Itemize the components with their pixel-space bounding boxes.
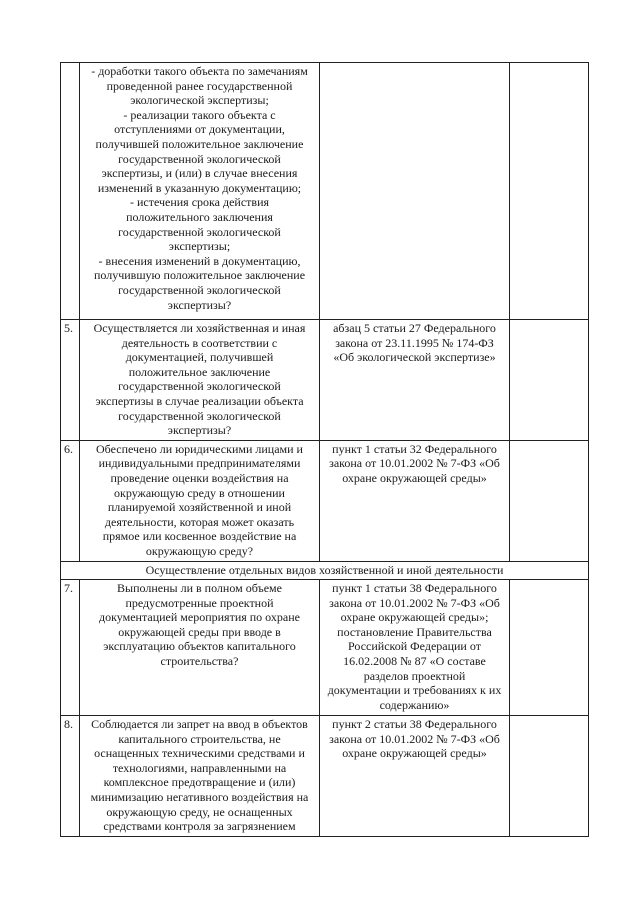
text-line: - реализации такого объекта с — [123, 107, 276, 122]
checklist-table — [60, 62, 589, 837]
text-line: положительного заключения — [126, 209, 273, 224]
table-row — [61, 716, 589, 837]
row-number — [61, 63, 80, 320]
text-line: минимизацию негативного воздействия на — [90, 790, 309, 805]
answer-cell — [510, 63, 589, 320]
text-line: экспертизы? — [167, 423, 232, 438]
text-line: пункт 1 статьи 38 Федерального — [332, 581, 497, 596]
text-line: проведенной ранее государственной — [106, 78, 293, 93]
text-line: оснащенных техническими средствами и — [94, 746, 305, 761]
text-line: предусмотренные проектной — [125, 595, 274, 610]
section-row — [61, 561, 589, 580]
question-cell — [80, 63, 320, 320]
text-line: окружающую среду в отношении — [114, 485, 285, 500]
table-row — [61, 320, 589, 441]
text-line: окружающую среду? — [145, 543, 254, 558]
reference-cell — [320, 580, 510, 716]
table-row — [61, 580, 589, 716]
text-line: экспертизы? — [167, 297, 232, 312]
text-line: государственной экологической — [118, 151, 281, 166]
text-line: закона от 10.01.2002 № 7-ФЗ «Об — [329, 456, 500, 471]
text-line: - доработки такого объекта по замечаниям — [91, 64, 308, 78]
text-line: документацией мероприятия по охране — [99, 610, 300, 625]
text-line: окружающую среду, не оснащенных — [106, 804, 293, 819]
answer-cell — [510, 440, 589, 561]
text-line: постановление Правительства — [337, 624, 492, 639]
question-cell — [80, 716, 320, 837]
text-line: Осуществляется ли хозяйственная и иная — [93, 321, 306, 335]
text-line: экологической экспертизы; — [130, 93, 269, 108]
question-cell — [80, 320, 320, 441]
text-line: документацией, получившей — [125, 350, 274, 365]
text-line: деятельность в соответствии с — [121, 335, 278, 350]
text-line: государственной экологической — [118, 282, 281, 297]
text-line: положительное заключение — [128, 364, 271, 379]
answer-cell — [510, 580, 589, 716]
row-number: 6. — [61, 440, 80, 561]
reference-cell — [320, 63, 510, 320]
text-line: получившую положительное заключение — [93, 268, 306, 283]
text-line: государственной экологической — [118, 408, 281, 423]
text-line: Выполнены ли в полном объеме — [117, 581, 282, 596]
text-line: прямое или косвенное воздействие на — [102, 529, 297, 544]
text-line: Соблюдается ли запрет на ввод в объектов — [91, 717, 308, 732]
text-line: закона от 10.01.2002 № 7-ФЗ «Об — [329, 595, 500, 610]
text-line: - внесения изменений в документацию, — [98, 253, 301, 268]
text-line: проведение оценки воздействия на — [110, 470, 289, 485]
section-title: Осуществление отдельных видов хозяйственной и иной деятельности — [61, 561, 589, 580]
text-line: технологиями, направленными на — [112, 760, 287, 775]
text-line: отступлениями от документации, — [114, 122, 285, 137]
question-cell — [80, 580, 320, 716]
text-line: пункт 2 статьи 38 Федерального — [332, 717, 497, 732]
text-line: экспертизы, и (или) в случае внесения — [101, 166, 298, 181]
text-line: средствами контроля за загрязнением — [103, 819, 296, 834]
answer-cell — [510, 320, 589, 441]
reference-cell — [320, 320, 510, 441]
text-line: охране окружающей среды» — [342, 470, 487, 485]
text-line: абзац 5 статьи 27 Федерального — [333, 321, 496, 335]
text-line: закона от 23.11.1995 № 174-ФЗ — [335, 335, 494, 350]
reference-cell — [320, 440, 510, 561]
text-line: Обеспечено ли юридическими лицами и — [96, 441, 303, 456]
text-line: индивидуальными предпринимателями — [98, 456, 301, 471]
text-line: экспертизы; — [168, 239, 231, 254]
reference-cell — [320, 716, 510, 837]
text-line: государственной экологической — [118, 379, 281, 394]
text-line: комплексное предотвращение и (или) — [103, 775, 296, 790]
table-row — [61, 63, 589, 320]
text-line: пункт 1 статьи 32 Федерального — [332, 441, 497, 456]
answer-cell — [510, 716, 589, 837]
table-row — [61, 440, 589, 561]
text-line: капитального строительства, не — [118, 731, 281, 746]
text-line: Российской Федерации от — [348, 639, 481, 654]
row-number: 5. — [61, 320, 80, 441]
text-line: деятельности, которая может оказать — [104, 514, 295, 529]
text-line: охране окружающей среды»; — [340, 610, 489, 625]
text-line: государственной экологической — [118, 224, 281, 239]
text-line: разделов проектной — [363, 668, 466, 683]
text-line: охране окружающей среды» — [342, 746, 487, 761]
text-line: экспертизы в случае реализации объекта — [95, 393, 304, 408]
text-line: изменений в указанную документацию; — [97, 180, 302, 195]
text-line: окружающей среды при вводе в — [118, 624, 281, 639]
text-line: содержанию» — [379, 697, 450, 712]
text-line: 16.02.2008 № 87 «О составе — [343, 654, 486, 669]
text-line: получившей положительное заключение — [95, 136, 304, 151]
row-number: 8. — [61, 716, 80, 837]
text-line: - истечения срока действия — [129, 195, 270, 210]
row-number: 7. — [61, 580, 80, 716]
text-line: «Об экологической экспертизе» — [333, 350, 496, 365]
text-line: эксплуатацию объектов капитального — [103, 639, 296, 654]
text-line: закона от 10.01.2002 № 7-ФЗ «Об — [329, 731, 500, 746]
text-line: документации и требованиях к их — [327, 683, 502, 698]
text-line: планируемой хозяйственной и иной — [107, 500, 292, 515]
question-cell — [80, 440, 320, 561]
text-line: строительства? — [160, 654, 239, 669]
